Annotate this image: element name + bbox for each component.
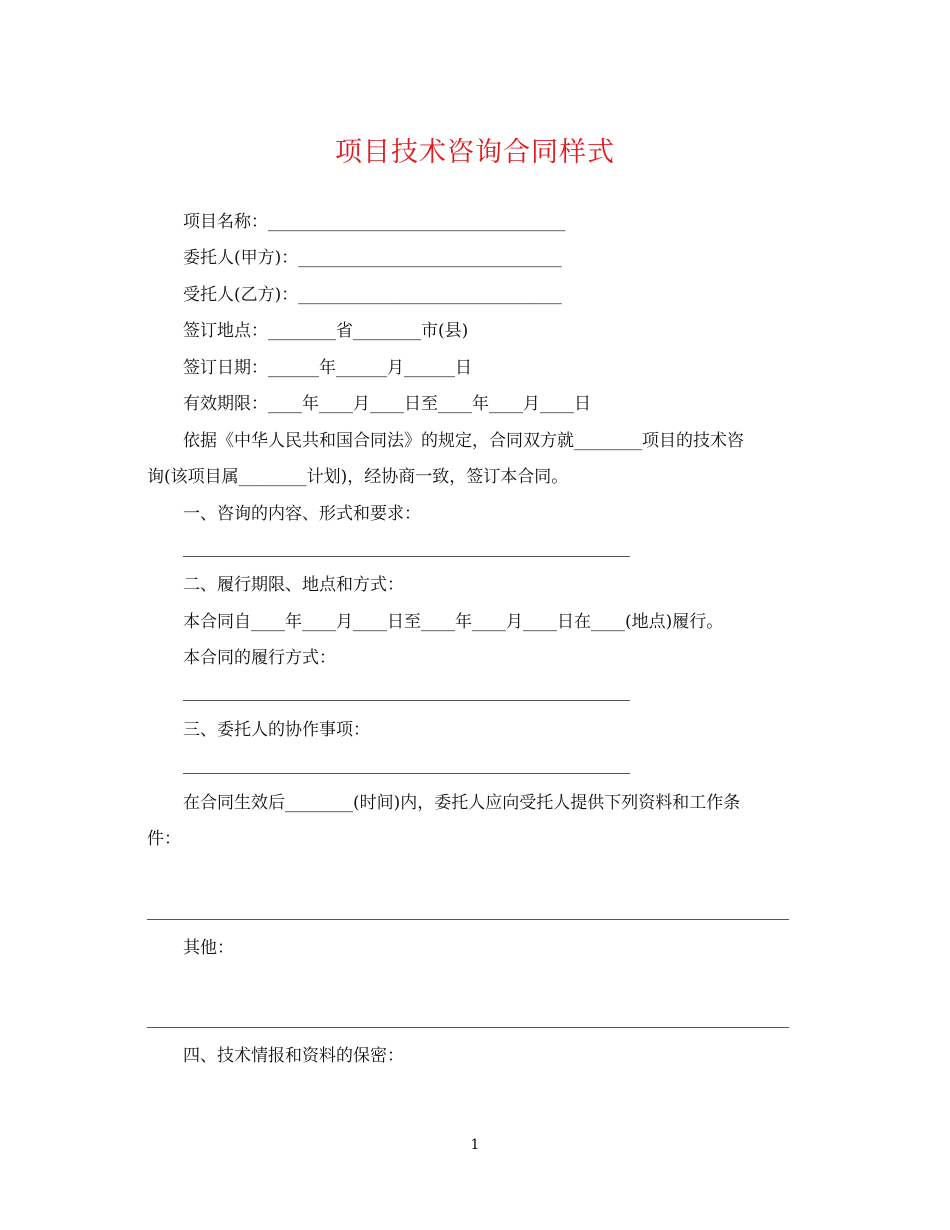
field-sign-date: 签订日期：______年______月______日 bbox=[183, 358, 472, 378]
section-2-term: 本合同自____年____月____日至____年____月____日在____(地点)履行。 bbox=[183, 612, 724, 632]
blank-rule bbox=[147, 919, 789, 920]
other-label: 其他： bbox=[183, 938, 234, 958]
section-3-line-1: 在合同生效后________(时间)内，委托人应向受托人提供下列资料和工作条 bbox=[183, 793, 741, 813]
field-validity: 有效期限：____年____月____日至____年____月____日 bbox=[183, 394, 591, 414]
section-3-heading: 三、委托人的协作事项： bbox=[183, 720, 370, 740]
blank-rule bbox=[183, 700, 630, 701]
field-sign-place: 签订地点：________省________市(县) bbox=[183, 321, 469, 341]
blank-rule bbox=[183, 773, 630, 774]
blank-rule bbox=[183, 556, 630, 557]
section-2-heading: 二、履行期限、地点和方式： bbox=[183, 575, 404, 595]
preamble-line-1: 依据《中华人民共和国合同法》的规定，合同双方就________项目的技术咨 bbox=[183, 431, 744, 451]
section-4-heading: 四、技术情报和资料的保密： bbox=[183, 1046, 404, 1066]
field-project-name: 项目名称：___________________________________ bbox=[183, 212, 566, 232]
section-1-heading: 一、咨询的内容、形式和要求： bbox=[183, 504, 421, 524]
section-3-line-2: 件： bbox=[147, 829, 181, 849]
preamble-line-2: 询(该项目属________计划)，经协商一致，签订本合同。 bbox=[147, 467, 569, 487]
page-number: 1 bbox=[470, 1137, 480, 1153]
field-client: 委托人(甲方)：_______________________________ bbox=[183, 248, 562, 268]
document-title: 项目技术咨询合同样式 bbox=[335, 137, 615, 168]
blank-rule bbox=[147, 1027, 789, 1028]
section-2-method: 本合同的履行方式： bbox=[183, 648, 336, 668]
field-consultant: 受托人(乙方)：_______________________________ bbox=[183, 285, 562, 305]
